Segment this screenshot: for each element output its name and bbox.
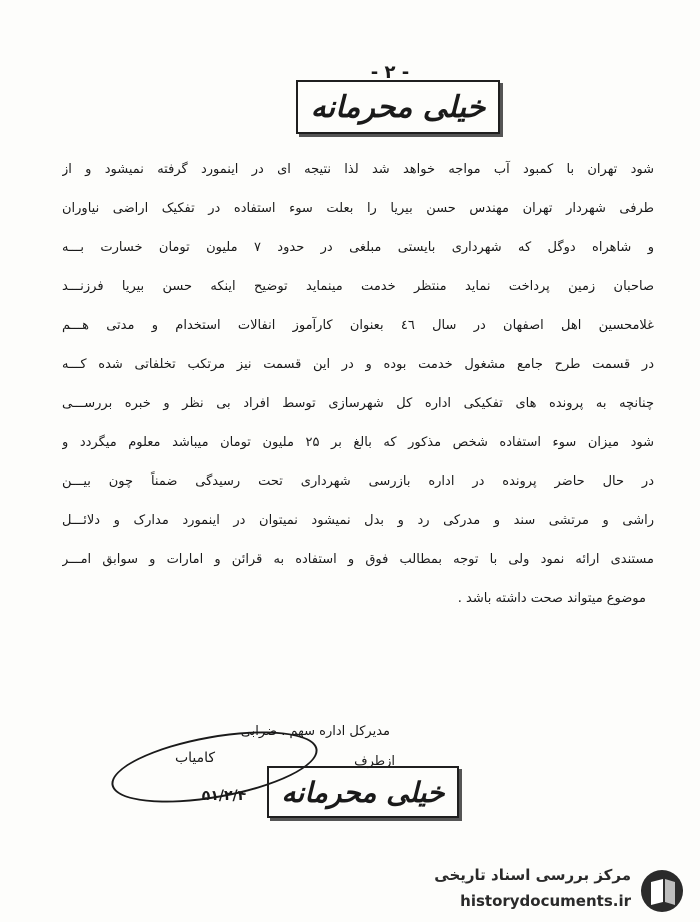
body-line: شود میزان سوء استفاده شخص مذکور که بالغ بر ۲۵ ملیون تومان میباشد معلوم میگردد و <box>62 435 654 450</box>
watermark-logo-icon <box>639 868 685 914</box>
watermark-url: historydocuments.ir <box>460 892 631 910</box>
document-body <box>62 150 654 618</box>
watermark-name: مرکز بررسی اسناد تاریخی <box>434 866 631 884</box>
body-line: موضوع میتواند صحت داشته باشد . <box>457 591 646 606</box>
body-line: مستندی ارائه نمود ولی با توجه بمطالب فوق و استفاده به قرائن و امارات و سوابق امـــر <box>62 552 654 567</box>
body-line: صاحبان زمین پرداخت نماید منتظر خدمت مینماید توضیح اینکه حسن بیریا فرزنـــد <box>62 279 654 294</box>
body-line: در حال حاضر پرونده در اداره بازرسی شهرداری تحت رسیدگی ضمناً چون بیـــن <box>62 474 654 489</box>
signature-name: کامیاب <box>174 750 216 766</box>
watermark <box>415 866 695 916</box>
body-line: در قسمت طرح جامع مشغول خدمت بوده و در این قسمت نیز مرتکب تخلفاتی شده کـــه <box>62 357 654 372</box>
body-line: شود تهران با کمبود آب مواجه خواهد شد لذا نتیجه ای در اینمورد گرفته نمیشود و از <box>62 162 654 177</box>
body-line: چنانچه به پرونده های تفکیکی اداره کل شهرسازی توسط افراد بی نظر و خبره بررســـی <box>62 396 654 411</box>
classification-stamp-top: خیلی محرمانه <box>296 80 500 134</box>
signature-from-label: ازطرف <box>354 754 395 769</box>
signature-title: مدیرکل اداره سهم . ضرابی <box>240 724 390 739</box>
body-line: و شاهراه دوگل که شهرداری بایستی مبلغی در حدود ۷ ملیون تومان خسارت بـــه <box>62 240 654 255</box>
classification-stamp-bottom: خیلی محرمانه <box>267 766 459 818</box>
body-line: طرفی شهردار تهران مهندس حسن بیریا را بعلت سوء استفاده در تفکیک اراضی نیاوران <box>62 201 654 216</box>
signature-date: ۵۱/۲/۴ <box>201 788 247 804</box>
body-line: غلامحسین اهل اصفهان در سال ٤٦ بعنوان کارآموز انفالات استخدام و مدتی هـــم <box>62 318 654 333</box>
body-line: راشی و مرتشی سند و مدرکی رد و بدل نمیشود نمیتوان در اینمورد مدارک و دلائـــل <box>62 513 654 528</box>
page-number: - ۲ - <box>370 62 410 83</box>
